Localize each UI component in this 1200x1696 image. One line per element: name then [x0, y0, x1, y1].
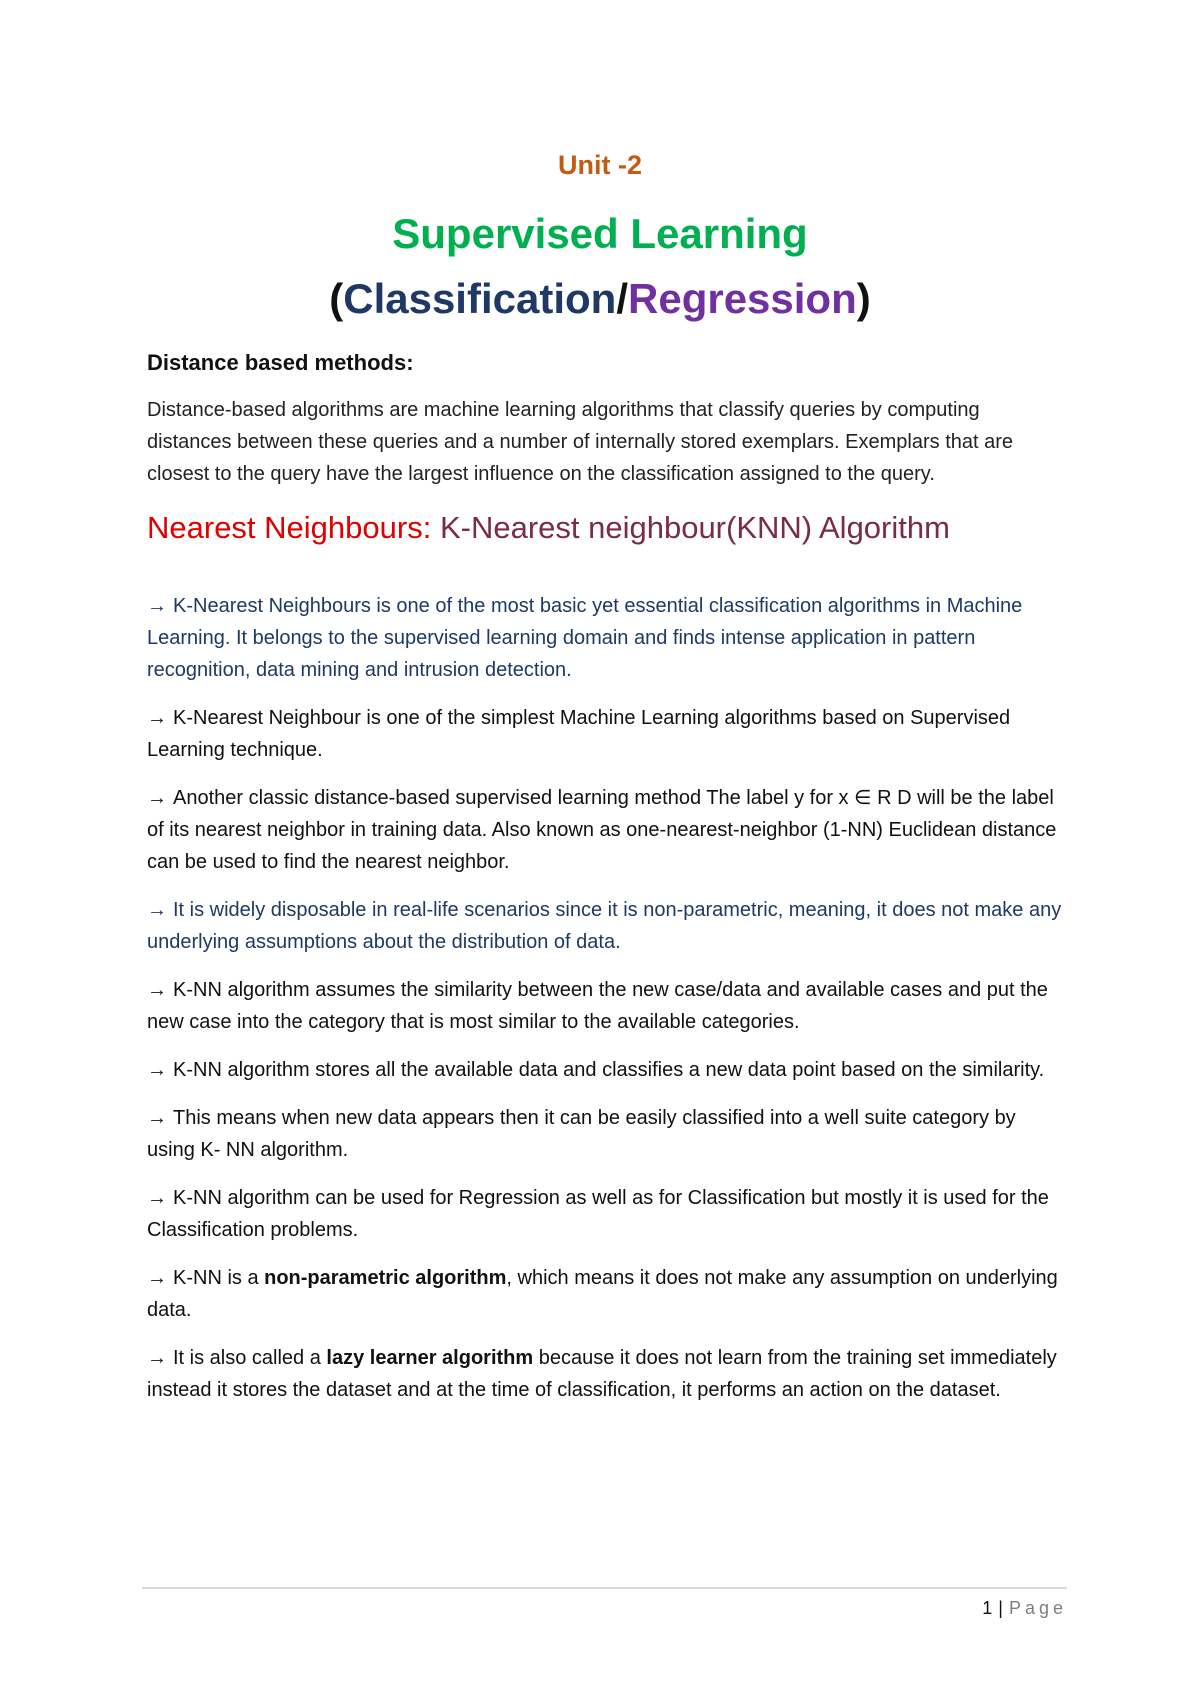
bullet-text-pre: It is also called a: [173, 1347, 327, 1369]
footer-divider: [142, 1587, 1067, 1589]
page-title: Supervised Learning: [392, 210, 808, 257]
bullet-text: K-NN algorithm can be used for Regression as well as for Classification but mostly it is used for the Classification problems.: [147, 1187, 1049, 1241]
page-subtitle: [0, 275, 1200, 323]
subtitle-open-paren: (: [329, 275, 344, 322]
bullet-text-bold: lazy learner algorithm: [326, 1347, 534, 1369]
arrow-icon: →: [147, 1059, 167, 1081]
bullet-text: K-Nearest Neighbours is one of the most basic yet essential classification algorithms in Machine Learning. It belongs to the supervised learning domain and finds intense application in pattern recognition, data mining and intrusion detection.: [147, 595, 1023, 681]
arrow-icon: →: [147, 899, 167, 921]
bullet-text: K-Nearest Neighbour is one of the simplest Machine Learning algorithms based on Supervised Learning technique.: [147, 707, 1011, 761]
bullet-point: [147, 974, 1067, 1038]
bullet-point: [147, 702, 1067, 766]
nn-heading: [147, 510, 1067, 546]
bullet-point: [147, 1102, 1067, 1166]
arrow-icon: →: [147, 787, 167, 809]
bullet-point: [147, 1262, 1067, 1326]
arrow-icon: →: [147, 979, 167, 1001]
bullet-point: [147, 894, 1067, 958]
subtitle-classification: Classification: [343, 275, 617, 322]
arrow-icon: →: [147, 1347, 167, 1369]
subtitle-close-paren: ): [856, 275, 871, 322]
nn-label: Nearest Neighbours:: [147, 510, 432, 545]
main-content: [147, 350, 1067, 1422]
section-heading: Distance based methods:: [147, 350, 414, 375]
bullet-text: It is widely disposable in real-life scenarios since it is non-parametric, meaning, it does not make any underlying assumptions about the distribution of data.: [147, 899, 1062, 953]
arrow-icon: →: [147, 595, 167, 617]
bullet-text-bold: non-parametric algorithm: [264, 1267, 507, 1289]
bullet-point: [147, 1054, 1067, 1086]
bullet-text-post: , which means it does not make any assumption on underlying data.: [147, 1267, 1058, 1321]
bullet-text: Another classic distance-based supervised learning method The label y for x ∈ R D will be the label of its nearest neighbor in training data. Also known as one-nearest-neighbor (1-NN) Euclidean distance can be used to find the nearest neighbor.: [147, 787, 1057, 873]
bullet-text-pre: K-NN is a: [173, 1267, 265, 1289]
bullet-point: [147, 1182, 1067, 1246]
bullet-point: [147, 782, 1067, 878]
subtitle-slash: /: [616, 275, 628, 322]
bullet-text-post: because it does not learn from the training set immediately instead it stores the dataset and at the time of classification, it performs an action on the dataset.: [147, 1347, 1057, 1401]
page-number: 1: [982, 1598, 993, 1618]
unit-label: Unit -2: [558, 150, 642, 180]
bullet-text: K-NN algorithm stores all the available data and classifies a new data point based on the similarity.: [173, 1059, 1045, 1081]
bullet-point: [147, 1342, 1067, 1406]
intro-paragraph: Distance-based algorithms are machine learning algorithms that classify queries by computing distances between these queries and a number of internally stored exemplars. Exemplars that are closest to the query have the largest influence on the classification assigned to the query.: [147, 399, 1014, 485]
page-footer: [982, 1598, 1067, 1619]
subtitle-regression: Regression: [628, 275, 857, 322]
page-label: Page: [1008, 1598, 1067, 1618]
bullet-text: K-NN algorithm assumes the similarity between the new case/data and available cases and put the new case into the category that is most similar to the available categories.: [147, 979, 1048, 1033]
arrow-icon: →: [147, 1267, 167, 1289]
arrow-icon: →: [147, 707, 167, 729]
nn-algorithm-title: K-Nearest neighbour(KNN) Algorithm: [439, 510, 950, 545]
bullet-text: This means when new data appears then it can be easily classified into a well suite category by using K- NN algorithm.: [147, 1107, 1016, 1161]
arrow-icon: →: [147, 1187, 167, 1209]
bullet-point: [147, 590, 1067, 686]
footer-separator: |: [998, 1598, 1003, 1618]
arrow-icon: →: [147, 1107, 167, 1129]
